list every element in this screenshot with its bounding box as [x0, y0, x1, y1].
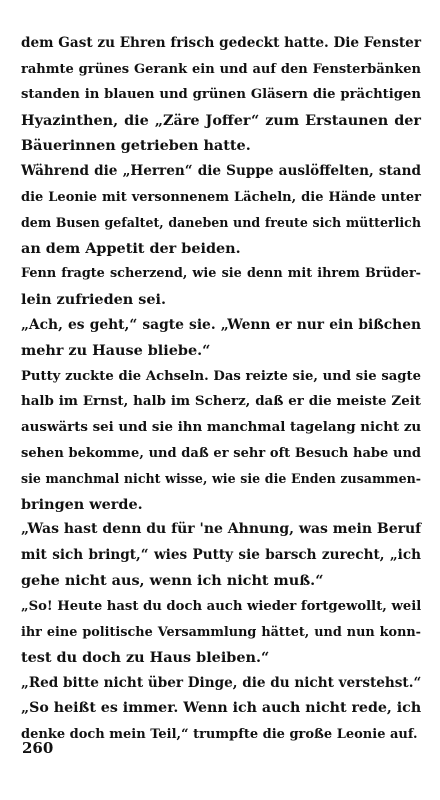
- paragraph: [21, 671, 421, 697]
- text-line: die Leonie mit versonnenem Lächeln, die Hände unter: [21, 189, 421, 205]
- text-line: sie manchmal nicht wisse, wie sie die Enden zusammen-: [21, 471, 421, 487]
- text-line: dem Busen gefaltet, daneben und freute sich mütterlich: [21, 215, 421, 231]
- text-line: „Was hast denn du für 'ne Ahnung, was mein Beruf: [21, 521, 422, 538]
- text-line: auswärts sei und sie ihn manchmal tagelang nicht zu: [21, 418, 422, 435]
- paragraph: [21, 313, 421, 364]
- text-line: Putty zuckte die Achseln. Das reizte sie, und sie sagte: [21, 368, 421, 384]
- text-line: Bäuerinnen getrieben hatte.: [21, 137, 251, 155]
- text-line: bringen werde.: [21, 495, 143, 513]
- text-line: Hyazinthen, die „Zäre Joffer“ zum Erstaunen der: [21, 111, 421, 129]
- text-line: sehen bekomme, und daß er sehr oft Besuch habe und: [21, 445, 421, 461]
- body-text: [21, 31, 421, 748]
- text-line: ihr eine politische Versammlung hättet, und nun konn-: [21, 624, 421, 640]
- text-line: „Ach, es geht,“ sagte sie. „Wenn er nur ein bißchen: [21, 316, 421, 333]
- text-line: „So! Heute hast du doch auch wieder fortgewollt, weil: [21, 599, 422, 615]
- text-line: test du doch zu Haus bleiben.“: [21, 649, 270, 667]
- paragraph: [21, 594, 421, 671]
- text-line: denke doch mein Teil,“ trumpfte die große Leonie auf.: [21, 727, 418, 743]
- text-line: mit sich bringt,“ wies Putty sie barsch zurecht, „ich: [21, 546, 421, 563]
- text-line: rahmte grünes Gerank ein und auf den Fensterbänken: [21, 61, 421, 77]
- paragraph: [21, 364, 421, 518]
- text-line: dem Gast zu Ehren frisch gedeckt hatte. Die Fenster: [21, 35, 421, 51]
- text-line: gehe nicht aus, wenn ich nicht muß.“: [21, 572, 324, 590]
- text-line: Fenn fragte scherzend, wie sie denn mit ihrem Brüder-: [21, 266, 421, 282]
- text-line: an dem Appetit der beiden.: [21, 239, 241, 257]
- paragraph: [21, 696, 421, 747]
- page-number: 260: [22, 739, 54, 757]
- paragraph: [21, 31, 421, 159]
- paragraph: [21, 517, 421, 594]
- paragraph: [21, 159, 421, 261]
- paragraph: [21, 261, 421, 312]
- text-line: „Red bitte nicht über Dinge, die du nicht verstehst.“: [21, 674, 422, 691]
- text-line: halb im Ernst, halb im Scherz, daß er die meiste Zeit: [21, 393, 421, 410]
- text-line: lein zufrieden sei.: [21, 290, 167, 308]
- text-line: „So heißt es immer. Wenn ich auch nicht rede, ich: [21, 700, 422, 717]
- text-line: standen in blauen und grünen Gläsern die prächtigen: [21, 87, 421, 103]
- text-line: mehr zu Hause bliebe.“: [21, 342, 211, 360]
- text-line: Während die „Herren“ die Suppe auslöffelten, stand: [21, 162, 421, 179]
